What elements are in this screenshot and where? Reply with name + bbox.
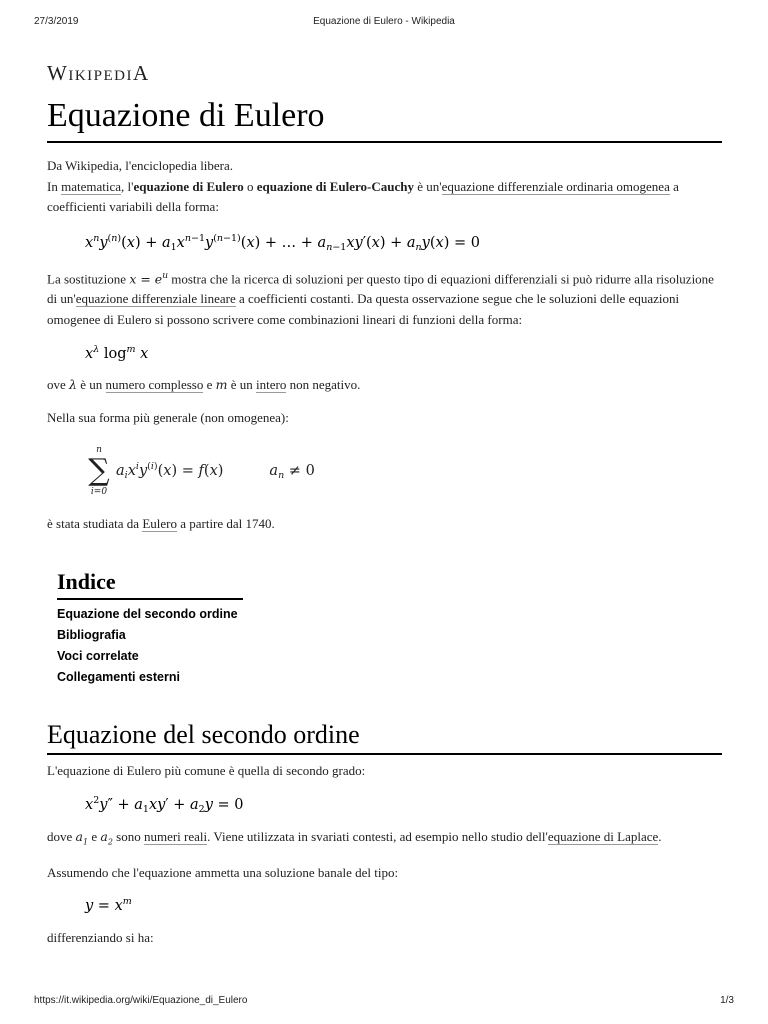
page-title: Equazione di Eulero (47, 95, 722, 143)
second-order-intro: L'equazione di Eulero più comune è quella di secondo grado: (47, 762, 366, 778)
link-numero-complesso[interactable]: numero complesso (105, 377, 204, 393)
toc-title: Indice (57, 569, 243, 600)
general-form-paragraph: Nella sua forma più generale (non omogenea): (47, 409, 289, 425)
section-title: Equazione del secondo ordine (47, 718, 722, 755)
toc-item[interactable]: Collegamenti esterni (57, 669, 180, 684)
math-lambda: λ (69, 377, 77, 393)
link-equazione-differenziale-lineare[interactable]: equazione differenziale lineare (75, 291, 236, 307)
math-a1: $a_1$ (75, 829, 89, 847)
tagline: Da Wikipedia, l'enciclopedia libera. (47, 158, 234, 173)
table-of-contents (57, 569, 722, 688)
print-url: https://it.wikipedia.org/wiki/Equazione_di_Eulero (34, 995, 248, 1006)
coefficients-paragraph: dove $a_1$ e $a_2$ sono numeri reali. Viene utilizzata in svariati contesti, ad esempio nello studio dell'equazione di Laplace. (47, 829, 662, 847)
link-intero[interactable]: intero (256, 377, 287, 393)
print-date: 27/3/2019 (34, 16, 79, 27)
lambda-paragraph: ove λ è un numero complesso e m è un intero non negativo. (47, 377, 361, 393)
print-title: Equazione di Eulero - Wikipedia (313, 16, 455, 27)
formula-trial-solution: $y = x^m$ (85, 895, 132, 914)
link-eulero[interactable]: Eulero (142, 516, 177, 532)
math-m: m (215, 377, 228, 393)
math-a2: $a_2$ (100, 829, 113, 847)
toc-item[interactable]: Equazione del secondo ordine (57, 606, 238, 621)
link-numeri-reali[interactable]: numeri reali (143, 829, 208, 845)
link-matematica[interactable]: matematica (61, 178, 122, 194)
formula-euler-general: $x^ny^{(n)}(x) + a_1x^{n-1}y^{(n-1)}(x)$ + … + $a_{n-1}xy'(x) + a_ny(x) = 0$ (85, 232, 480, 253)
math-substitution: x (129, 270, 137, 286)
formula-general-sum: n ∑ i=0 $a_ix^iy^{(i)}(x) = f(x) a_n \ne 0$ (85, 440, 722, 502)
toc-item[interactable]: Bibliografia (57, 627, 126, 642)
link-equazione-di-laplace[interactable]: equazione di Laplace (547, 829, 659, 845)
bold-term-alt: equazione di Eulero-Cauchy (256, 178, 414, 194)
formula-solution-form: $x^\lambda$ $\log^m x$ (85, 344, 149, 363)
intro-paragraph: In matematica, l'equazione di Eulero o equazione di Eulero-Cauchy è un'equazione differenziale ordinaria omogenea a coefficienti variabili della forma: (47, 178, 679, 214)
history-paragraph: è stata studiata da Eulero a partire dal 1740. (47, 516, 275, 532)
bold-term: equazione di Eulero (133, 178, 244, 194)
article-content (47, 60, 722, 948)
formula-second-order: $x^2y'' + a_1xy' + a_2y = 0$ (85, 795, 244, 816)
toc-item[interactable]: Voci correlate (57, 648, 139, 663)
substitution-paragraph: La sostituzione $x = e^u$ mostra che la ricerca di soluzioni per questo tipo di equazioni differenziali si può ridurre alla risoluzione di un'equazione differenziale lineare a coefficienti costanti. Da questa osservazione segue che le soluzioni delle equazioni omogenee di Eulero si possono scrivere come combinazioni lineari di funzioni della forma: (47, 270, 714, 327)
sigma-symbol: n ∑ i=0 (88, 445, 110, 498)
wikipedia-logo[interactable]: WikipediA (47, 61, 150, 85)
link-equazione-differenziale-ordinaria[interactable]: equazione differenziale ordinaria omogenea (441, 178, 670, 194)
differentiating-paragraph: differenziando si ha: (47, 929, 154, 945)
print-page-number: 1/3 (720, 995, 734, 1006)
assumption-paragraph: Assumendo che l'equazione ammetta una soluzione banale del tipo: (47, 865, 399, 881)
